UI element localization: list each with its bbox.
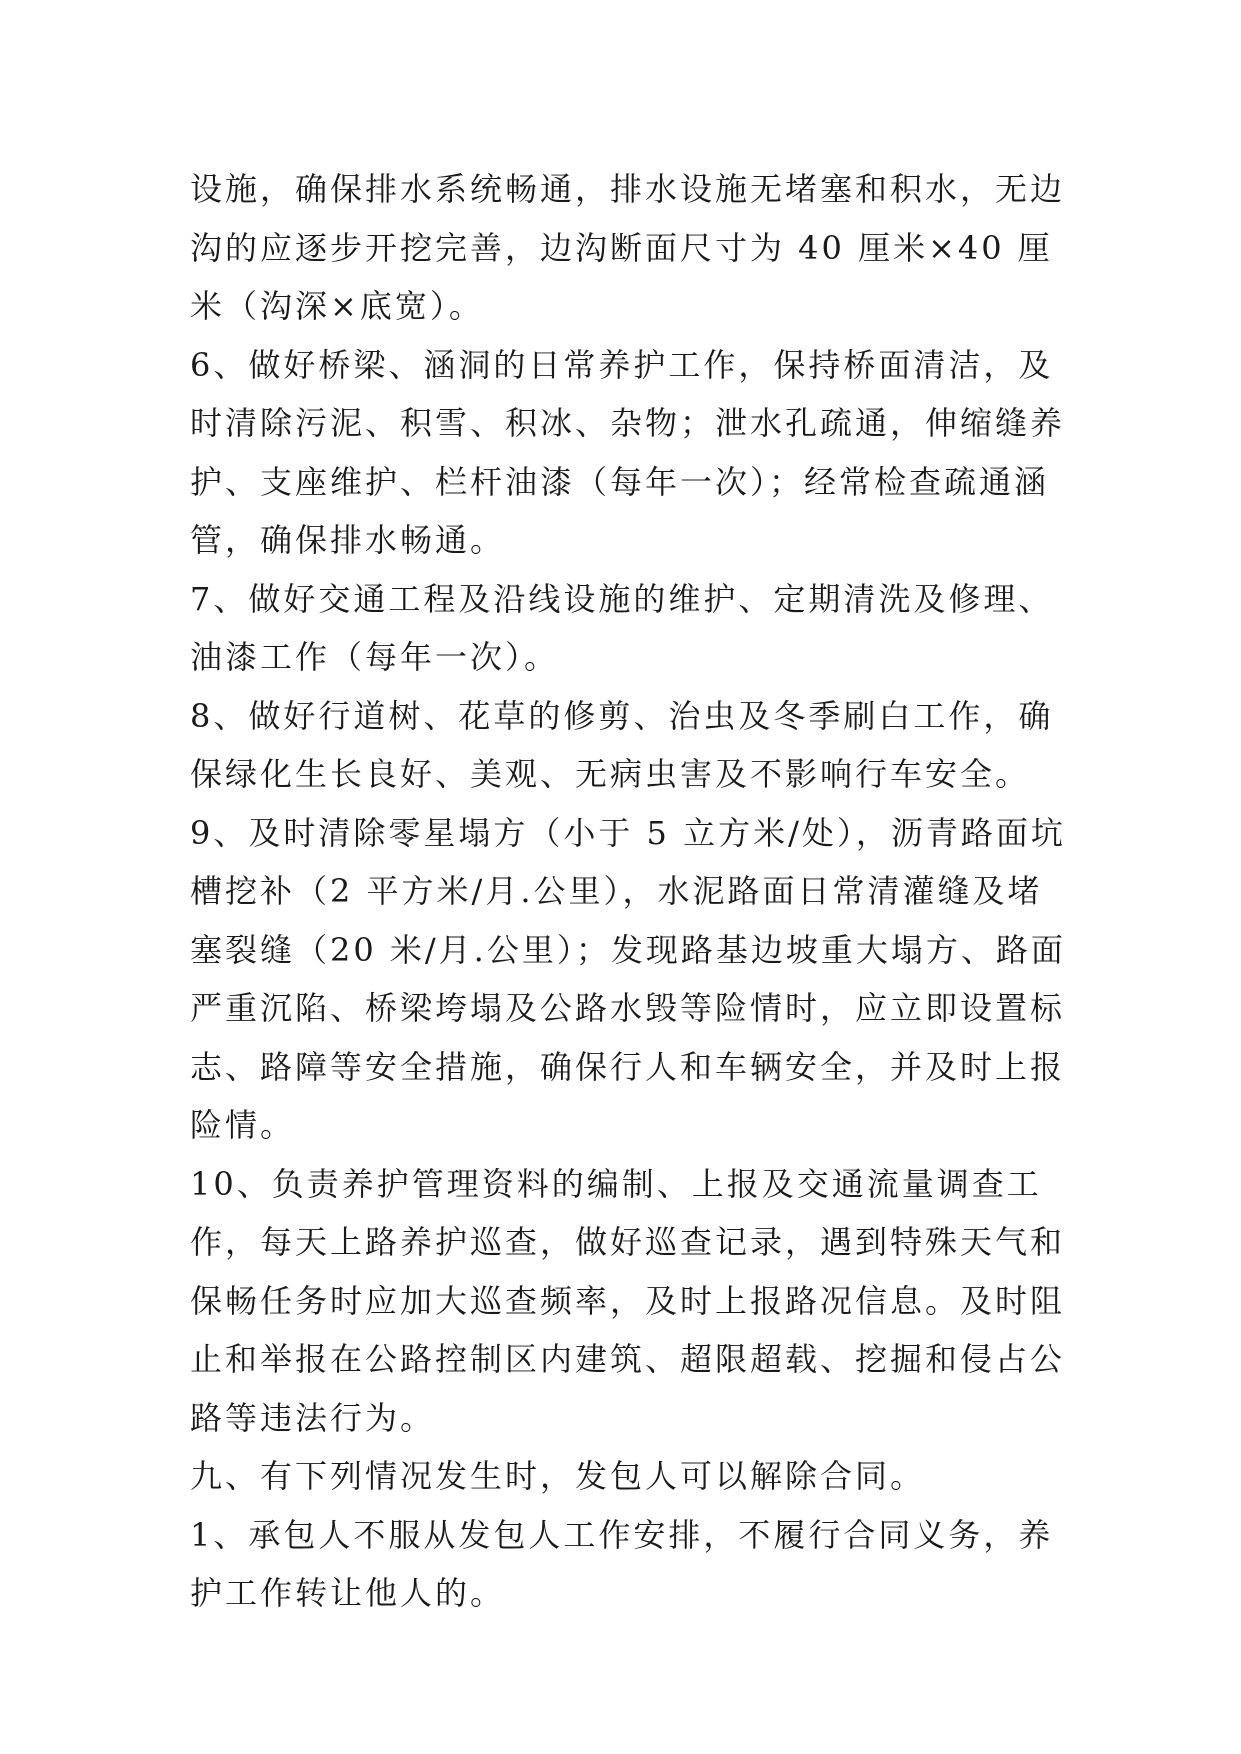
paragraph-item-7-traffic-facilities: 7、做好交通工程及沿线设施的维护、定期清洗及修理、油漆工作（每年一次）。 (190, 579, 1054, 676)
paragraph-termination-item-1: 1、承包人不服从发包人工作安排，不履行合同义务，养护工作转让他人的。 (190, 1515, 1054, 1612)
paragraph-item-6-bridges: 6、做好桥梁、涵洞的日常养护工作，保持桥面清洁，及时清除污泥、积雪、积冰、杂物；泄水孔疏通，伸缩缝养护、支座维护、栏杆油漆（每年一次）；经常检查疏通涵管，确保排水畅通。 (190, 345, 1066, 559)
paragraph-item-10-records: 10、负责养护管理资料的编制、上报及交通流量调查工作，每天上路养护巡查，做好巡查记录，遇到特殊天气和保畅任务时应加大巡查频率，及时上报路况信息。及时阻止和举报在公路控制区内建筑、超限超载、挖掘和侵占公路等违法行为。 (190, 1164, 1066, 1437)
paragraph-item-9-repairs: 9、及时清除零星塌方（小于 5 立方米/处），沥青路面坑槽挖补（2 平方米/月.公里），水泥路面日常清灌缝及堵塞裂缝（20 米/月.公里）；发现路基边坡重大塌方、路面严重沉陷、桥梁垮塌及公路水毁等险情时，应立即设置标志、路障等安全措施，确保行人和车辆安全，并及时上报险情。 (190, 813, 1066, 1144)
paragraph-drainage-continued: 设施，确保排水系统畅通，排水设施无堵塞和积水，无边沟的应逐步开挖完善，边沟断面尺寸为 40 厘米×40 厘米（沟深×底宽）。 (190, 170, 1066, 325)
paragraph-item-8-greening: 8、做好行道树、花草的修剪、治虫及冬季刷白工作，确保绿化生长良好、美观、无病虫害及不影响行车安全。 (190, 696, 1054, 793)
section-heading-termination: 九、有下列情况发生时，发包人可以解除合同。 (190, 1457, 926, 1495)
document-body (190, 160, 1070, 1623)
